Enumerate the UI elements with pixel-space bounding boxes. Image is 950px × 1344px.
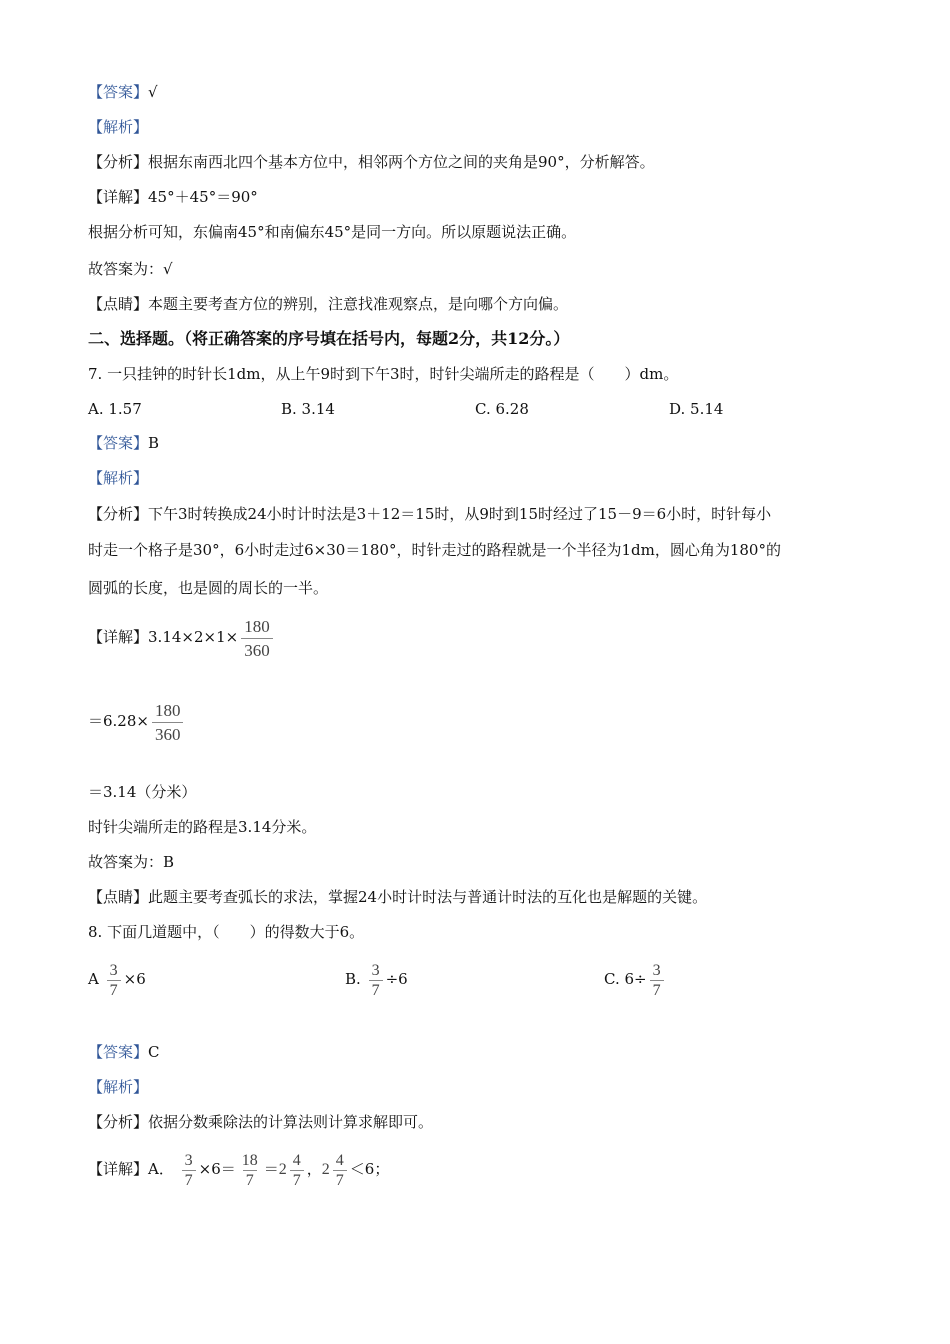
- fenxi-tag: 【分析】: [88, 153, 149, 171]
- fraction-3-7: [650, 961, 664, 1000]
- q7-fenxi-line-1: [88, 503, 771, 525]
- q6-explanation-line: 根据分析可知，东偏南45°和南偏东45°是同一方向。所以原题说法正确。: [88, 223, 577, 241]
- dianjing-text: 此题主要考查弧长的求法，掌握24小时计时法与普通计时法的互化也是解题的关键。: [148, 888, 708, 906]
- xiangjie-expr: 3.14×2×1×: [148, 628, 239, 646]
- fraction-numerator: 18: [241, 1151, 258, 1169]
- q8-analysis-tag: 【解析】: [88, 1078, 149, 1096]
- fraction-denominator: 7: [107, 980, 121, 1000]
- fenxi-tag: 【分析】: [88, 1113, 149, 1131]
- q8-option-a: [88, 956, 146, 1002]
- xiangjie-tag: 【详解】: [88, 628, 149, 646]
- fraction-denominator: 360: [241, 638, 273, 662]
- comma: ，: [306, 1160, 322, 1178]
- option-label: B.: [345, 970, 361, 988]
- q7-dianjing-line: [88, 886, 707, 908]
- q7-answer-line: [88, 432, 159, 454]
- option-label: C. 6÷: [604, 970, 647, 988]
- fraction-3-7: [107, 961, 121, 1000]
- option-expr: ÷6: [385, 970, 408, 988]
- q7-option-b: B. 3.14: [281, 400, 335, 418]
- q6-xiangjie-line: [88, 186, 258, 208]
- xiangjie-prefix: A．: [148, 1160, 174, 1178]
- q7-fenxi-line-2: 时走一个格子是30°，6小时走过6×30＝180°，时针走过的路程就是一个半径为1dm，圆心角为180°的: [88, 541, 781, 559]
- dianjing-tag: 【点睛】: [88, 888, 149, 906]
- fraction-denominator: 7: [369, 980, 383, 1000]
- q8-option-c: [604, 956, 667, 1002]
- answer-value: √: [148, 83, 158, 101]
- mixed-number: [322, 1147, 350, 1193]
- dianjing-text: 本题主要考查方位的辨别，注意找准观察点，是向哪个方向偏。: [148, 295, 569, 313]
- mixed-number: [279, 1147, 307, 1193]
- fenxi-text: 依据分数乘除法的计算法则计算求解即可。: [148, 1113, 434, 1131]
- q7-option-a: A. 1.57: [88, 400, 142, 418]
- q7-step2-line: [88, 698, 186, 746]
- xiangjie-tag: 【详解】: [88, 1160, 149, 1178]
- q6-dianjing-line: [88, 293, 568, 315]
- fraction-180-360: [241, 615, 273, 662]
- calc-equals: ＝: [263, 1160, 279, 1178]
- q8-option-b: [345, 956, 408, 1002]
- fraction-denominator: 7: [290, 1170, 304, 1190]
- dianjing-tag: 【点睛】: [88, 295, 149, 313]
- fraction-denominator: 7: [333, 1170, 347, 1190]
- fraction-numerator: 4: [292, 1151, 301, 1169]
- fraction-numerator: 3: [371, 961, 380, 979]
- calc-times: ×6＝: [198, 1160, 236, 1178]
- q7-option-d: D. 5.14: [669, 400, 724, 418]
- q7-xiangjie-line: [88, 614, 276, 662]
- fraction-denominator: 7: [182, 1170, 196, 1190]
- step2-expr: ＝6.28×: [88, 712, 149, 730]
- option-expr: ×6: [123, 970, 146, 988]
- q6-answer-line: [88, 81, 158, 103]
- fraction-numerator: 180: [154, 700, 181, 720]
- q7-conclusion: 时针尖端所走的路程是3.14分米。: [88, 818, 317, 836]
- q7-analysis-tag: 【解析】: [88, 469, 149, 487]
- q6-analysis-tag: 【解析】: [88, 118, 149, 136]
- answer-value: C: [148, 1043, 160, 1061]
- fraction-numerator: 3: [109, 961, 118, 979]
- fraction-180-360: [152, 699, 184, 746]
- option-label: A: [88, 970, 99, 988]
- fraction-18-7: [239, 1151, 261, 1190]
- fenxi-tag: 【分析】: [88, 505, 149, 523]
- q6-final-answer: 故答案为：√: [88, 260, 173, 278]
- fraction-denominator: 7: [650, 980, 664, 1000]
- xiangjie-text: 45°＋45°＝90°: [148, 188, 258, 206]
- q7-step3-line: ＝3.14（分米）: [88, 783, 197, 801]
- answer-value: B: [148, 434, 160, 452]
- q8-answer-line: [88, 1041, 160, 1063]
- q7-final-answer: 故答案为：B: [88, 853, 175, 871]
- answer-tag: 【答案】: [88, 1043, 149, 1061]
- section-title: 二、选择题。（将正确答案的序号填在括号内，每题2分，共12分。）: [88, 329, 570, 348]
- fraction-denominator: 360: [152, 722, 184, 746]
- fenxi-text: 根据东南西北四个基本方位中，相邻两个方位之间的夹角是90°，分析解答。: [148, 153, 655, 171]
- fraction-3-7: [182, 1151, 196, 1190]
- xiangjie-tag: 【详解】: [88, 188, 149, 206]
- q7-option-c: C. 6.28: [475, 400, 529, 418]
- fraction-4-7: [333, 1151, 347, 1190]
- q6-fenxi-line: [88, 151, 655, 173]
- fraction-3-7: [369, 961, 383, 1000]
- fraction-numerator: 3: [184, 1151, 193, 1169]
- q8-fenxi-line: [88, 1111, 433, 1133]
- q7-question: 7. 一只挂钟的时针长1dm，从上午9时到下午3时，时针尖端所走的路程是（ ）dm。: [88, 365, 679, 383]
- fraction-denominator: 7: [243, 1170, 257, 1190]
- fraction-numerator: 3: [652, 961, 661, 979]
- fraction-numerator: 180: [244, 616, 270, 636]
- mixed-whole: 2: [321, 1161, 330, 1178]
- answer-tag: 【答案】: [88, 434, 149, 452]
- fenxi-text: 下午3时转换成24小时计时法是3＋12＝15时，从9时到15时经过了15－9＝6小时，时针每小: [148, 505, 772, 523]
- less-than-six: ＜6；: [349, 1160, 390, 1178]
- answer-tag: 【答案】: [88, 83, 149, 101]
- fraction-4-7: [290, 1151, 304, 1190]
- fraction-numerator: 4: [335, 1151, 344, 1169]
- q8-question: 8. 下面几道题中，（ ）的得数大于6。: [88, 923, 365, 941]
- q7-fenxi-line-3: 圆弧的长度，也是圆的周长的一半。: [88, 579, 329, 597]
- mixed-whole: 2: [278, 1161, 287, 1178]
- q8-xiangjie-line: [88, 1146, 389, 1193]
